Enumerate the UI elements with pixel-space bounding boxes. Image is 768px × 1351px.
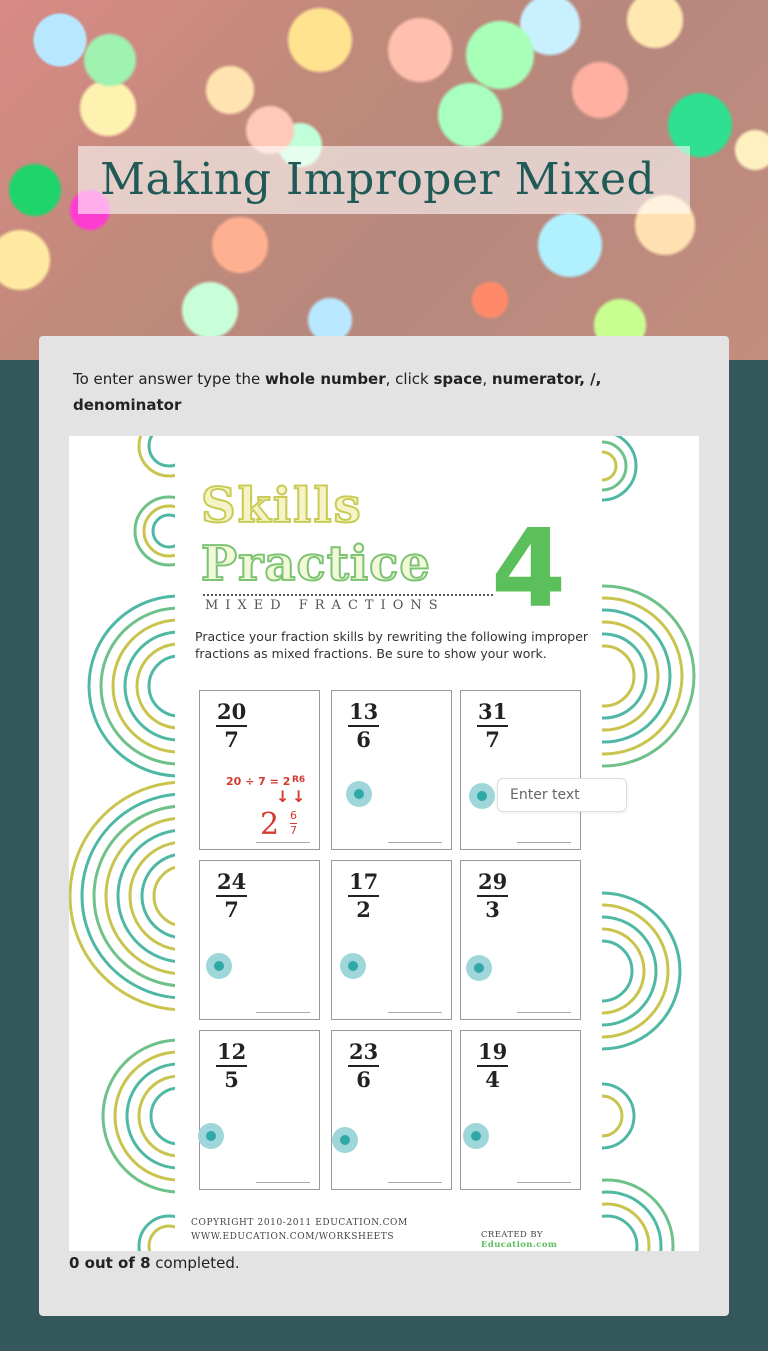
- worksheet-description: Practice your fraction skills by rewriting the following improper fractions as mixed fractions. Be sure to show your work.: [195, 629, 589, 661]
- denominator: 4: [485, 1067, 500, 1092]
- fraction: [478, 699, 507, 753]
- progress-status: [69, 1254, 240, 1272]
- example-denominator: 7: [290, 824, 297, 837]
- arrow-down-icon: ↓: [276, 787, 290, 806]
- answer-hotspot[interactable]: [469, 783, 495, 809]
- worksheet-number: 4: [491, 507, 567, 632]
- numerator: 20: [217, 699, 247, 724]
- answer-line: [388, 1012, 442, 1013]
- answer-hotspot[interactable]: [198, 1123, 224, 1149]
- instructions-text: ,: [482, 370, 492, 388]
- answer-text-input[interactable]: [497, 778, 627, 812]
- denominator: 3: [485, 897, 500, 922]
- fraction: [478, 869, 507, 923]
- problem-cell: [331, 690, 452, 850]
- header-banner: [0, 0, 768, 360]
- fraction: [349, 1039, 378, 1093]
- example-numerator: 6: [290, 809, 297, 822]
- problem-cell: [199, 690, 320, 850]
- fraction: [478, 1039, 507, 1093]
- instructions-bold: numerator, /, denominator: [73, 370, 602, 414]
- example-equation: 20 ÷ 7 = 2: [226, 775, 291, 788]
- answer-hotspot[interactable]: [332, 1127, 358, 1153]
- numerator: 23: [349, 1039, 379, 1064]
- numerator: 19: [478, 1039, 508, 1064]
- numerator: 24: [217, 869, 247, 894]
- instructions-text: , click: [385, 370, 434, 388]
- worksheet-card: [39, 336, 729, 1316]
- problem-cell: [199, 860, 320, 1020]
- denominator: 7: [224, 727, 239, 752]
- answer-line: [256, 1012, 310, 1013]
- education-logo: Education.com: [481, 1240, 558, 1250]
- instructions-bold: space: [433, 370, 483, 388]
- fraction: [217, 869, 246, 923]
- numerator: 13: [349, 699, 379, 724]
- fraction: [217, 699, 246, 753]
- example-fraction: [290, 809, 297, 838]
- worksheet-subtitle: MIXED FRACTIONS: [205, 598, 445, 613]
- denominator: 7: [485, 727, 500, 752]
- example-remainder: R6: [292, 775, 306, 785]
- worksheet-footer: [191, 1216, 408, 1244]
- numerator: 12: [217, 1039, 247, 1064]
- problem-cell: [331, 860, 452, 1020]
- worked-example: [226, 775, 316, 845]
- answer-hotspot[interactable]: [466, 955, 492, 981]
- answer-hotspot[interactable]: [346, 781, 372, 807]
- problem-cell: [460, 860, 581, 1020]
- fraction: [349, 699, 378, 753]
- answer-hotspot[interactable]: [463, 1123, 489, 1149]
- instructions-bold: whole number: [264, 370, 386, 388]
- denominator: 2: [356, 897, 371, 922]
- instructions-text: To enter answer type the: [73, 370, 265, 388]
- numerator: 31: [478, 699, 508, 724]
- copyright-text: COPYRIGHT 2010-2011 EDUCATION.COM: [191, 1218, 408, 1228]
- worksheet-body: [175, 436, 602, 1251]
- answer-line: [388, 842, 442, 843]
- instructions: [73, 366, 673, 418]
- answer-line: [388, 1182, 442, 1183]
- answer-line: [517, 1012, 571, 1013]
- worksheet-title-skills: Skills: [201, 478, 363, 534]
- worksheet-divider: [203, 594, 493, 596]
- completed-count: 0 out of 8: [69, 1254, 151, 1272]
- answer-line: [517, 842, 571, 843]
- answer-line: [256, 842, 310, 843]
- page-title: Making Improper Mixed: [78, 146, 690, 214]
- problem-cell: [460, 1030, 581, 1190]
- numerator: 29: [478, 869, 508, 894]
- example-whole: 2: [260, 807, 280, 842]
- created-by: [481, 1230, 602, 1250]
- denominator: 6: [356, 727, 371, 752]
- problem-cell: [460, 690, 581, 850]
- arrow-down-icon: ↓: [292, 787, 306, 806]
- answer-line: [517, 1182, 571, 1183]
- numerator: 17: [349, 869, 379, 894]
- denominator: 6: [356, 1067, 371, 1092]
- fraction: [349, 869, 378, 923]
- decorative-spirals-left: [69, 436, 175, 1251]
- problem-cell: [199, 1030, 320, 1190]
- denominator: 5: [224, 1067, 239, 1092]
- completed-suffix: completed.: [150, 1254, 240, 1272]
- answer-line: [256, 1182, 310, 1183]
- problem-cell: [331, 1030, 452, 1190]
- fraction: [217, 1039, 246, 1093]
- answer-hotspot[interactable]: [206, 953, 232, 979]
- worksheet-title-practice: Practice: [201, 536, 431, 592]
- worksheet-image: [69, 436, 699, 1251]
- decorative-spirals-right: [602, 436, 699, 1251]
- created-by-label: CREATED BY: [481, 1230, 543, 1240]
- website-text: WWW.EDUCATION.COM/WORKSHEETS: [191, 1232, 395, 1242]
- denominator: 7: [224, 897, 239, 922]
- answer-hotspot[interactable]: [340, 953, 366, 979]
